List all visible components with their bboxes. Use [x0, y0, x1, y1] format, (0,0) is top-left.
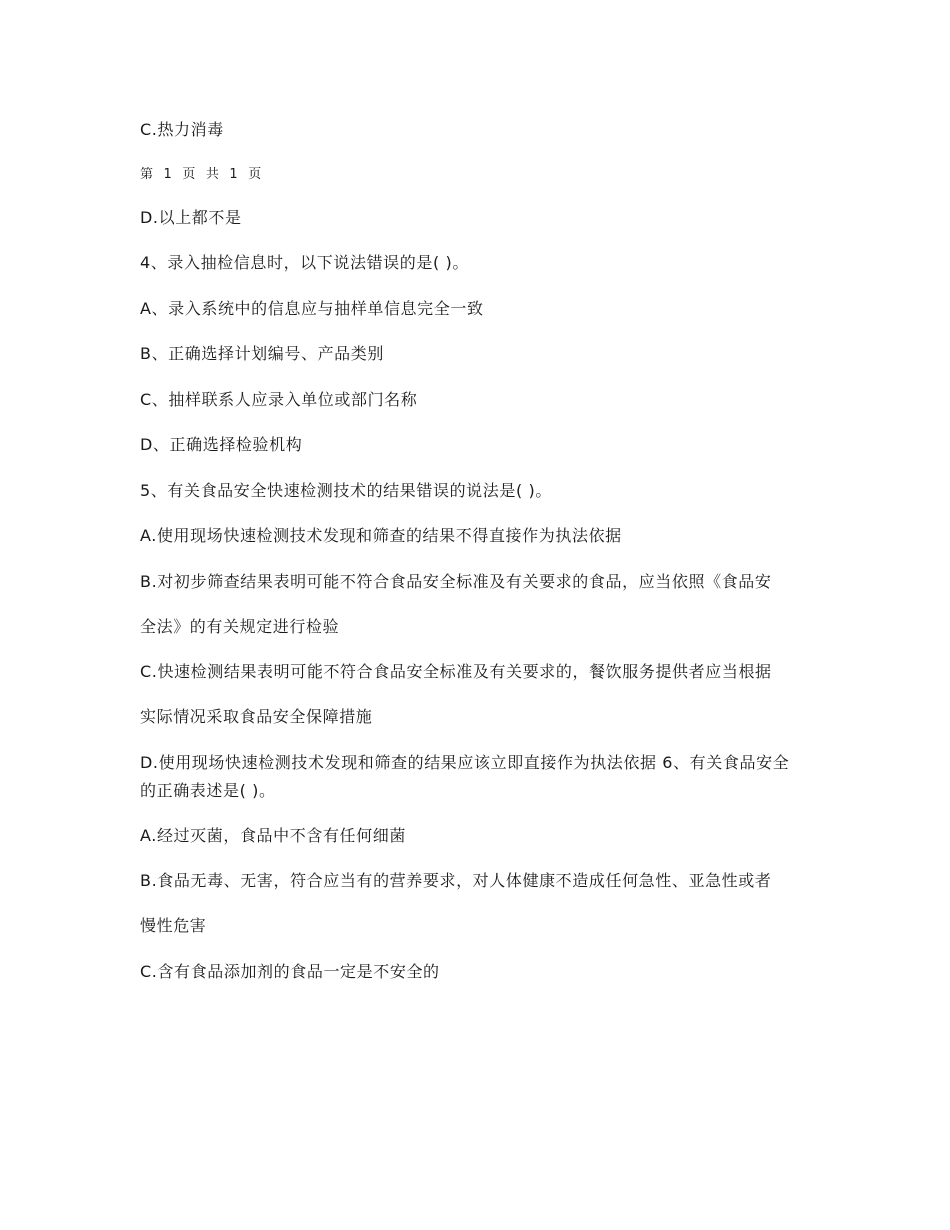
- q6-option-c: C.含有食品添加剂的食品一定是不安全的: [140, 961, 440, 981]
- q5-option-a: A.使用现场快速检测技术发现和筛查的结果不得直接作为执法依据: [140, 526, 622, 545]
- q4-option-c: C、抽样联系人应录入单位或部门名称: [140, 389, 418, 409]
- q5-option-b: B.对初步筛查结果表明可能不符合食品安全标准及有关要求的食品，应当依照《食品安: [140, 571, 772, 591]
- q4-option-b: B、正确选择计划编号、产品类别: [140, 344, 384, 363]
- q6-option-b-continued: 慢性危害: [140, 916, 207, 935]
- q6-option-a: A.经过灭菌，食品中不含有任何细菌: [140, 825, 406, 845]
- question-5: 5、有关食品安全快速检测技术的结果错误的说法是( )。: [140, 480, 552, 500]
- option-c-heat-disinfection: C.热力消毒: [140, 120, 224, 139]
- q4-option-d: D、正确选择检验机构: [140, 435, 303, 454]
- q5-option-c-continued: 实际情况采取食品安全保障措施: [140, 707, 373, 726]
- page-footer: 第 1 页 共 1 页: [140, 166, 263, 182]
- q5-option-c: C.快速检测结果表明可能不符合食品安全标准及有关要求的，餐饮服务提供者应当根据: [140, 662, 772, 681]
- q5-option-b-continued: 全法》的有关规定进行检验: [140, 616, 340, 636]
- question-4: 4、录入抽检信息时，以下说法错误的是( )。: [140, 253, 469, 272]
- q4-option-a: A、录入系统中的信息应与抽样单信息完全一致: [140, 298, 484, 318]
- option-d-none: D.以上都不是: [140, 207, 242, 227]
- q6-option-b: B.食品无毒、无害，符合应当有的营养要求，对人体健康不造成任何急性、亚急性或者: [140, 871, 772, 890]
- q5-option-d-and-question-6: D.使用现场快速检测技术发现和筛查的结果应该立即直接作为执法依据 6、有关食品安全的正确表述是( )。: [140, 752, 790, 800]
